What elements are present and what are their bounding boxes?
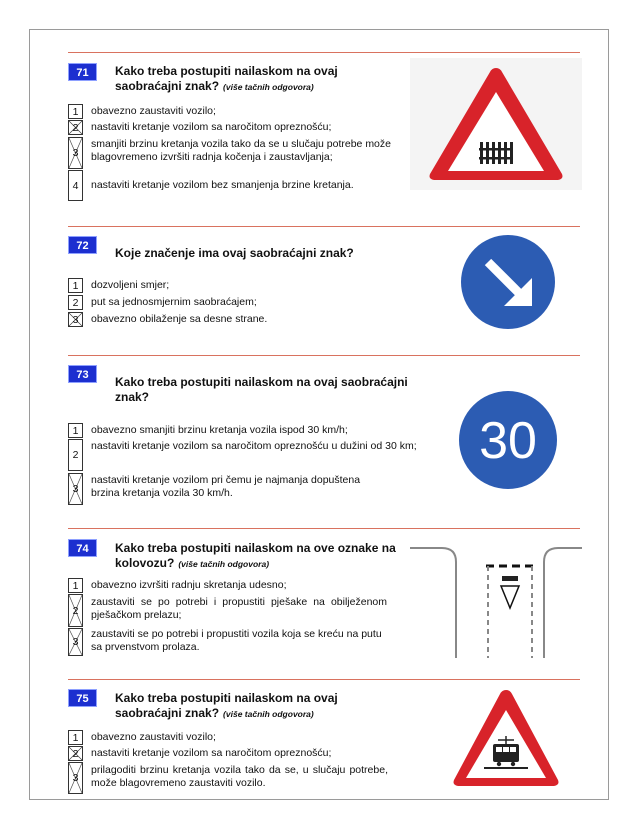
keep-right-sign xyxy=(458,232,558,332)
answer-checkbox[interactable]: 2 xyxy=(68,439,83,471)
answer-checkbox[interactable]: 1 xyxy=(68,278,83,293)
answer-text: nastaviti kretanje vozilom sa naročitom opreznošću; xyxy=(91,747,332,759)
question-text: Kako treba postupiti nailaskom na ove oznake na kolovozu? (više tačnih odgovora) xyxy=(115,541,396,570)
answer-text: nastaviti kretanje vozilom pri čemu je najmanja dopuštena brzina kretanja vozila 30 km/h. xyxy=(91,474,361,499)
answer-checkbox[interactable]: 2 xyxy=(68,295,83,310)
answer-text: zaustaviti se po potrebi i propustiti vozila koja se kreću na putu sa prvenstvom prolaza. xyxy=(91,628,382,653)
question-note: (više tačnih odgovora) xyxy=(223,708,314,719)
question-text: Kako treba postupiti nailaskom na ovaj saobraćajni znak? xyxy=(115,375,408,404)
separator xyxy=(68,528,580,529)
answer-text: zaustaviti se po potrebi i propustiti pješake na obilježenom pješačkom prelazu; xyxy=(91,596,387,621)
answer-checkbox[interactable]: 3 xyxy=(68,312,83,327)
separator xyxy=(68,226,580,227)
separator xyxy=(68,52,580,53)
answer-text: obavezno izvršiti radnju skretanja udesno; xyxy=(91,579,287,591)
answer-text: smanjiti brzinu kretanja vozila tako da se u slučaju potrebe može blagovremeno izvršiti radnja kočenja i zaustavljanja; xyxy=(91,138,391,163)
question-text: Kako treba postupiti nailaskom na ovaj saobraćajni znak? (više tačnih odgovora) xyxy=(115,64,338,93)
answer-text: obavezno obilaženje sa desne strane. xyxy=(91,313,268,325)
question-number: 74 xyxy=(68,539,97,557)
separator xyxy=(68,679,580,680)
answer-text: nastaviti kretanje vozilom sa naročitom opreznošću; xyxy=(91,121,332,133)
speed-value: 30 xyxy=(479,412,537,470)
yield-triangle-icon xyxy=(501,576,519,608)
separator xyxy=(68,355,580,356)
yield-road-markings xyxy=(408,542,584,658)
answer-checkbox[interactable]: 1 xyxy=(68,104,83,119)
question-note: (više tačnih odgovora) xyxy=(223,81,314,92)
answer-text: obavezno zaustaviti vozilo; xyxy=(91,105,216,117)
tram-warning-sign xyxy=(446,684,566,794)
question-number: 73 xyxy=(68,365,97,383)
question-number: 75 xyxy=(68,689,97,707)
question-text: Koje značenje ima ovaj saobraćajni znak? xyxy=(115,246,354,260)
question-number: 71 xyxy=(68,63,97,81)
answer-checkbox[interactable]: 1 xyxy=(68,423,83,438)
answer-text: obavezno zaustaviti vozilo; xyxy=(91,731,216,743)
answer-checkbox[interactable]: 4 xyxy=(68,170,83,201)
question-text: Kako treba postupiti nailaskom na ovaj saobraćajni znak? (više tačnih odgovora) xyxy=(115,691,338,720)
question-number: 72 xyxy=(68,236,97,254)
answer-checkbox[interactable]: 3 xyxy=(68,628,83,656)
question-note: (više tačnih odgovora) xyxy=(178,558,270,569)
answer-checkbox[interactable]: 1 xyxy=(68,578,83,593)
answer-checkbox[interactable]: 2 xyxy=(68,120,83,135)
answer-checkbox[interactable]: 3 xyxy=(68,762,83,794)
answer-checkbox[interactable]: 3 xyxy=(68,137,83,169)
answer-checkbox[interactable]: 2 xyxy=(68,594,83,627)
minimum-speed-sign xyxy=(456,388,560,492)
answer-checkbox[interactable]: 1 xyxy=(68,730,83,745)
answer-text: put sa jednosmjernim saobraćajem; xyxy=(91,296,257,308)
answer-text: obavezno smanjiti brzinu kretanja vozila ispod 30 km/h; xyxy=(91,424,348,436)
answer-checkbox[interactable]: 2 xyxy=(68,746,83,761)
answer-text: nastaviti kretanje vozilom sa naročitom opreznošću u dužini od 30 km; xyxy=(91,440,417,452)
level-crossing-warning-sign xyxy=(410,58,582,190)
answer-checkbox[interactable]: 3 xyxy=(68,473,83,505)
answer-text: dozvoljeni smjer; xyxy=(91,279,170,291)
answer-text: nastaviti kretanje vozilom bez smanjenja brzine kretanja. xyxy=(91,179,354,191)
answer-text: prilagoditi brzinu kretanja vozila tako da se, u slučaju potrebe, može blagovremeno zaustaviti vozilo. xyxy=(91,764,388,789)
